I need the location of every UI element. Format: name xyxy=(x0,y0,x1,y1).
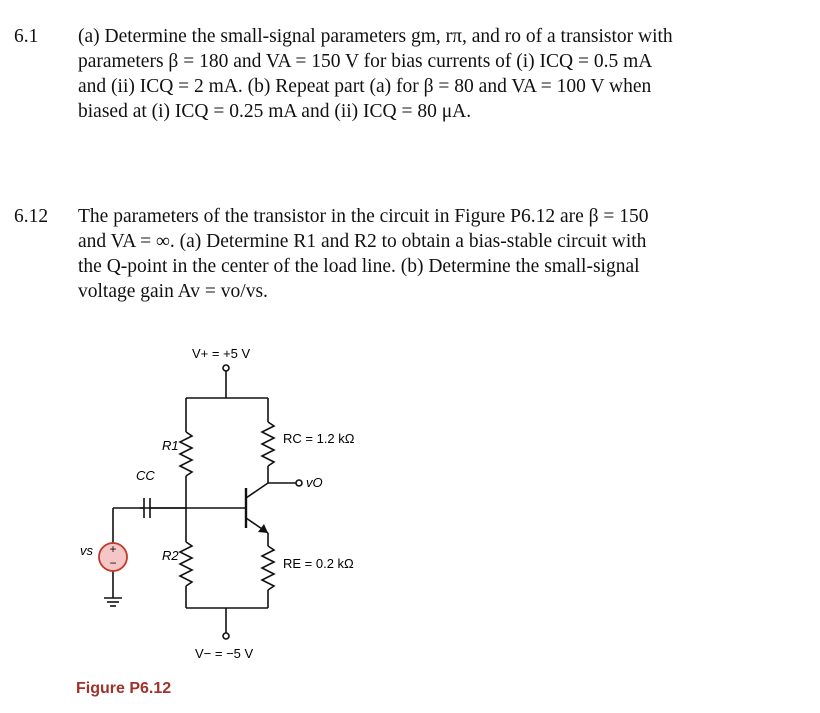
rc-resistor xyxy=(262,422,274,466)
re-resistor xyxy=(262,546,274,590)
circuit-diagram xyxy=(80,340,380,670)
r1-resistor xyxy=(180,432,192,476)
problem-text xyxy=(78,24,768,124)
svg-text:−: − xyxy=(109,556,117,570)
problem-line: and (ii) ICQ = 2 mA. (b) Repeat part (a) for β = 80 and VA = 100 V when xyxy=(78,76,652,97)
problem-line: (a) Determine the small-signal parameters gm, rπ, and ro of a transistor with xyxy=(78,26,673,47)
problem-line: The parameters of the transistor in the circuit in Figure P6.12 are β = 150 xyxy=(78,206,649,227)
vminus-terminal xyxy=(223,633,229,639)
vplus-label: V+ = +5 V xyxy=(192,346,251,361)
collector-lead xyxy=(246,483,268,498)
figure-caption: Figure P6.12 xyxy=(76,680,172,697)
vminus-label: V− = −5 V xyxy=(195,646,254,661)
vplus-terminal xyxy=(223,365,229,371)
cc-label: CC xyxy=(136,468,155,483)
vs-label: vs xyxy=(80,543,93,558)
problem-text xyxy=(78,204,768,304)
rc-label: RC = 1.2 kΩ xyxy=(283,431,355,446)
problem-line: the Q-point in the center of the load line. (b) Determine the small-signal xyxy=(78,256,640,277)
problem-line: and VA = ∞. (a) Determine R1 and R2 to obtain a bias-stable circuit with xyxy=(78,231,647,252)
r1-label: R1 xyxy=(162,438,179,453)
problem-number: 6.1 xyxy=(14,26,39,47)
emitter-arrow xyxy=(258,524,268,533)
problem-line: voltage gain Av = vo/vs. xyxy=(78,281,268,302)
svg-text:+: + xyxy=(109,542,117,556)
problem-line: biased at (i) ICQ = 0.25 mA and (ii) ICQ = 80 μA. xyxy=(78,101,472,122)
problem-number: 6.12 xyxy=(14,206,49,227)
r2-resistor xyxy=(180,542,192,586)
vo-label: vO xyxy=(306,475,323,490)
problem-line: parameters β = 180 and VA = 150 V for bias currents of (i) ICQ = 0.5 mA xyxy=(78,51,653,72)
vo-terminal xyxy=(296,480,302,486)
re-label: RE = 0.2 kΩ xyxy=(283,556,354,571)
r2-label: R2 xyxy=(162,548,179,563)
